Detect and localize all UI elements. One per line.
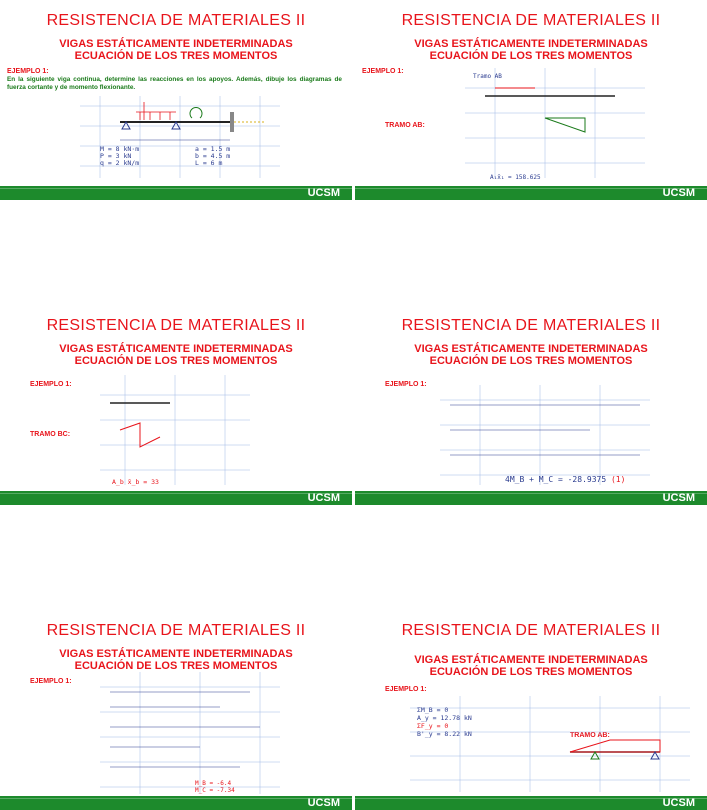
moment-c: M_C = -7.34	[195, 787, 235, 794]
moment-results	[195, 780, 235, 794]
slide-title: RESISTENCIA DE MATERIALES II	[401, 317, 661, 334]
subtitle-line-1: VIGAS ESTÁTICAMENTE INDETERMINADAS	[414, 38, 648, 50]
subtitle-line-1: VIGAS ESTÁTICAMENTE INDETERMINADAS	[414, 343, 648, 355]
tramo-bc-diagram	[100, 375, 250, 485]
ejemplo-label: EJEMPLO 1:	[30, 381, 72, 388]
given-q: q = 2 kN/m	[100, 159, 140, 167]
subtitle-line-1: VIGAS ESTÁTICAMENTE INDETERMINADAS	[414, 654, 648, 666]
moment-b: M_B = -6.4	[195, 780, 232, 787]
subtitle-line-2: ECUACIÓN DE LOS TRES MOMENTOS	[74, 660, 278, 672]
slide-footer	[0, 796, 352, 810]
slide-footer	[355, 186, 707, 200]
subtitle-line-1: VIGAS ESTÁTICAMENTE INDETERMINADAS	[59, 648, 293, 660]
equilibrium-results	[417, 706, 472, 738]
slide-2	[355, 0, 707, 200]
problem-description: En la siguiente viga continua, determine las reacciones en los apoyos. Además, dibuje los diagramas de fuerza cortante y de momento flexionante.	[7, 76, 342, 91]
slide-5	[0, 610, 352, 810]
equation-result	[505, 475, 625, 484]
given-data	[100, 146, 139, 167]
subtitle-line-2: ECUACIÓN DE LOS TRES MOMENTOS	[74, 50, 278, 62]
ucsm-logo-text: UCSM	[662, 492, 695, 504]
given-a: a = 1.5 m	[195, 145, 231, 153]
slide-3	[0, 305, 352, 505]
slide-title: RESISTENCIA DE MATERIALES II	[46, 622, 306, 639]
ejemplo-label: EJEMPLO 1:	[7, 68, 49, 75]
ucsm-logo-text: UCSM	[307, 187, 340, 199]
slide-title: RESISTENCIA DE MATERIALES II	[46, 12, 306, 29]
subtitle-line-2: ECUACIÓN DE LOS TRES MOMENTOS	[429, 355, 633, 367]
slide-subtitle	[0, 343, 352, 367]
slide-6	[355, 610, 707, 810]
slide-footer	[355, 796, 707, 810]
slide-subtitle	[355, 343, 707, 367]
slide-footer	[355, 491, 707, 505]
slide-subtitle	[0, 648, 352, 672]
given-dimensions	[195, 146, 230, 167]
tramo-ab-heading: Tramo AB	[473, 73, 502, 80]
given-m: M = 8 kN·m	[100, 145, 140, 153]
reaction-by: B'_y = 8.22 kN	[417, 730, 472, 738]
slide-footer	[0, 186, 352, 200]
slide-1	[0, 0, 352, 200]
equation-number: (1)	[610, 475, 626, 484]
slide-subtitle	[0, 38, 352, 62]
tramo-label: TRAMO BC:	[30, 431, 71, 438]
area-moment-result: A₁x̄₁ = 158.625	[490, 174, 541, 181]
equation-value: 4M_B + M_C = -28.9375	[505, 475, 607, 484]
ucsm-logo-text: UCSM	[307, 797, 340, 809]
slide-title: RESISTENCIA DE MATERIALES II	[401, 622, 661, 639]
subtitle-line-2: ECUACIÓN DE LOS TRES MOMENTOS	[429, 666, 633, 678]
slide-title: RESISTENCIA DE MATERIALES II	[46, 317, 306, 334]
equation-grid	[440, 385, 650, 485]
ejemplo-label: EJEMPLO 1:	[30, 678, 72, 685]
tramo-label: TRAMO AB:	[385, 122, 425, 129]
equation-grid	[100, 672, 280, 794]
given-b: b = 4.5 m	[195, 152, 231, 160]
area-moment-result: A_b x̄_b = 33	[112, 478, 159, 486]
subtitle-line-1: VIGAS ESTÁTICAMENTE INDETERMINADAS	[59, 38, 293, 50]
ejemplo-label: EJEMPLO 1:	[385, 381, 427, 388]
slide-footer	[0, 491, 352, 505]
tramo-ab-diagram	[465, 68, 645, 178]
sum-moments-b: ΣM_B = 0	[417, 706, 449, 714]
subtitle-line-2: ECUACIÓN DE LOS TRES MOMENTOS	[429, 50, 633, 62]
ucsm-logo-text: UCSM	[307, 492, 340, 504]
subtitle-line-1: VIGAS ESTÁTICAMENTE INDETERMINADAS	[59, 343, 293, 355]
tramo-label: TRAMO AB:	[570, 732, 610, 739]
ejemplo-label: EJEMPLO 1:	[362, 68, 404, 75]
slide-4	[355, 305, 707, 505]
sum-forces-y: ΣF_y = 0	[417, 722, 449, 730]
ucsm-logo-text: UCSM	[662, 187, 695, 199]
subtitle-line-2: ECUACIÓN DE LOS TRES MOMENTOS	[74, 355, 278, 367]
slide-subtitle	[355, 38, 707, 62]
slide-subtitle	[355, 654, 707, 678]
given-p: P = 3 kN	[100, 152, 132, 160]
ucsm-logo-text: UCSM	[662, 797, 695, 809]
slide-title: RESISTENCIA DE MATERIALES II	[401, 12, 661, 29]
given-l: L = 6 m	[195, 159, 223, 167]
reaction-ay: A_y = 12.78 kN	[417, 714, 472, 722]
ejemplo-label: EJEMPLO 1:	[385, 686, 427, 693]
